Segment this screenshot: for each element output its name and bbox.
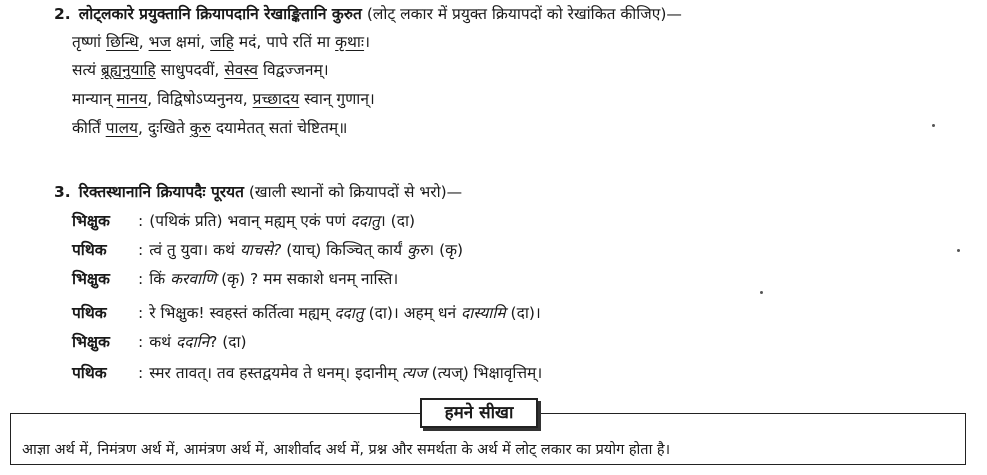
speaker-name	[72, 303, 138, 323]
verse-text: तृष्णां	[72, 33, 106, 51]
speaker-name	[72, 332, 138, 352]
verse-text: दयामेतत् सतां चेष्टितम्॥	[210, 119, 348, 137]
underlined-verb: प्रच्छादय	[252, 90, 300, 108]
dialogue-text: स्मर तावत्। तव हस्तद्वयमेव ते धनम्। इदानीम्	[149, 364, 402, 382]
scan-speck	[932, 124, 935, 127]
speaker-label: भिक्षुक	[72, 270, 110, 288]
speaker-colon: :	[138, 304, 144, 322]
dialogue-line	[72, 211, 415, 231]
verse-line	[72, 60, 329, 80]
underlined-verb: भज	[148, 33, 171, 51]
verse-text: साधुपदवीं,	[155, 61, 225, 79]
dialogue-text: (कृ) ? मम सकाशे धनम् नास्ति।	[216, 270, 399, 288]
underlined-verb: पालय	[105, 119, 139, 137]
verse-text: मदं, पापे रतिं मा	[233, 33, 336, 51]
filled-verb: करवाणि	[170, 270, 217, 288]
verse-line	[72, 118, 347, 138]
dialogue-text: रे भिक्षुक! स्वहस्तं कर्तित्वा मह्यम्	[149, 304, 335, 322]
question-2-heading	[54, 4, 682, 24]
underlined-verb: ब्रूह्यनुयाहि	[100, 61, 156, 79]
question-3-number: 3.	[54, 183, 71, 201]
dialogue-line	[72, 303, 541, 323]
summary-text: आज्ञा अर्थ में, निमंत्रण अर्थ में, आमंत्रण अर्थ में, आशीर्वाद अर्थ में, प्रश्न और समर्थता के अर्थ में लोट् लकार का प्रयोग होता है।	[22, 442, 671, 458]
dialogue-line	[72, 269, 398, 289]
filled-verb: कुरु	[407, 241, 429, 259]
dialogue-text: त्वं तु युवा। कथं	[149, 241, 240, 259]
summary-title: हमने सीखा	[420, 398, 538, 428]
speaker-colon: :	[138, 212, 144, 230]
verse-text: मान्यान्	[72, 90, 117, 108]
dialogue-text: कथं	[149, 333, 176, 351]
verse-text: स्वान् गुणान्।	[299, 90, 375, 108]
underlined-verb: कृथाः	[335, 33, 365, 51]
verse-text: विद्वज्जनम्।	[258, 61, 329, 79]
dialogue-line	[72, 240, 463, 260]
speaker-label: पथिक	[72, 241, 107, 259]
speaker-colon: :	[138, 241, 144, 259]
speaker-name	[72, 240, 138, 260]
scan-speck	[760, 291, 763, 294]
dialogue-line	[72, 332, 247, 352]
verse-text: कीर्तिं	[72, 119, 106, 137]
filled-verb: दास्यामि	[461, 304, 506, 322]
dialogue-text: (त्यज्) भिक्षावृत्तिम्।	[426, 364, 543, 382]
speaker-colon: :	[138, 333, 144, 351]
speaker-label: भिक्षुक	[72, 333, 110, 351]
filled-verb: ददातु	[334, 304, 364, 322]
question-2-hint: (लोट् लकार में प्रयुक्त क्रियापदों को रेखांकित कीजिए)—	[366, 5, 682, 23]
filled-verb: याचसे?	[239, 241, 282, 259]
speaker-colon: :	[138, 270, 144, 288]
underlined-verb: सेवस्व	[224, 61, 259, 79]
speaker-colon: :	[138, 364, 144, 382]
verse-line	[72, 89, 375, 109]
verse-text: क्षमां,	[170, 33, 211, 51]
question-3-heading	[54, 182, 462, 202]
verse-text: ,	[138, 33, 149, 51]
question-2-title: लोट्लकारे प्रयुक्तानि क्रियापदानि रेखाङ्कितानि कुरुत	[78, 5, 362, 23]
dialogue-text: (पथिकं प्रति) भवान् मह्यम् एकं पणं	[149, 212, 351, 230]
speaker-name	[72, 269, 138, 289]
filled-verb: ददानि	[175, 333, 210, 351]
underlined-verb: छिन्धि	[105, 33, 139, 51]
question-2-number: 2.	[54, 5, 71, 23]
question-3-hint: (खाली स्थानों को क्रियापदों से भरो)—	[248, 183, 463, 201]
speaker-label: पथिक	[72, 304, 107, 322]
dialogue-text: ? (दा)	[209, 333, 247, 351]
question-3-title: रिक्तस्थानानि क्रियापदैः पूरयत	[78, 183, 244, 201]
dialogue-text: । (दा)	[379, 212, 416, 230]
dialogue-text: (दा)। अहम् धनं	[363, 304, 462, 322]
speaker-label: भिक्षुक	[72, 212, 110, 230]
speaker-label: पथिक	[72, 364, 107, 382]
verse-text: ।	[364, 33, 370, 51]
speaker-name	[72, 211, 138, 231]
dialogue-text: (याच्) किञ्चित् कार्यं	[281, 241, 408, 259]
dialogue-text: । (कृ)	[428, 241, 464, 259]
underlined-verb: मानय	[116, 90, 148, 108]
filled-verb: त्यज	[401, 364, 427, 382]
dialogue-text: (दा)।	[505, 304, 541, 322]
filled-verb: ददातु	[350, 212, 380, 230]
verse-text: सत्यं	[72, 61, 101, 79]
dialogue-line	[72, 363, 542, 383]
dialogue-text: किं	[149, 270, 171, 288]
verse-line	[72, 32, 370, 52]
underlined-verb: कुरु	[189, 119, 211, 137]
verse-text: , दुःखिते	[138, 119, 190, 137]
speaker-name	[72, 363, 138, 383]
verse-text: , विद्विषोऽप्यनुनय,	[147, 90, 253, 108]
scan-speck	[957, 249, 960, 252]
underlined-verb: जहि	[210, 33, 234, 51]
